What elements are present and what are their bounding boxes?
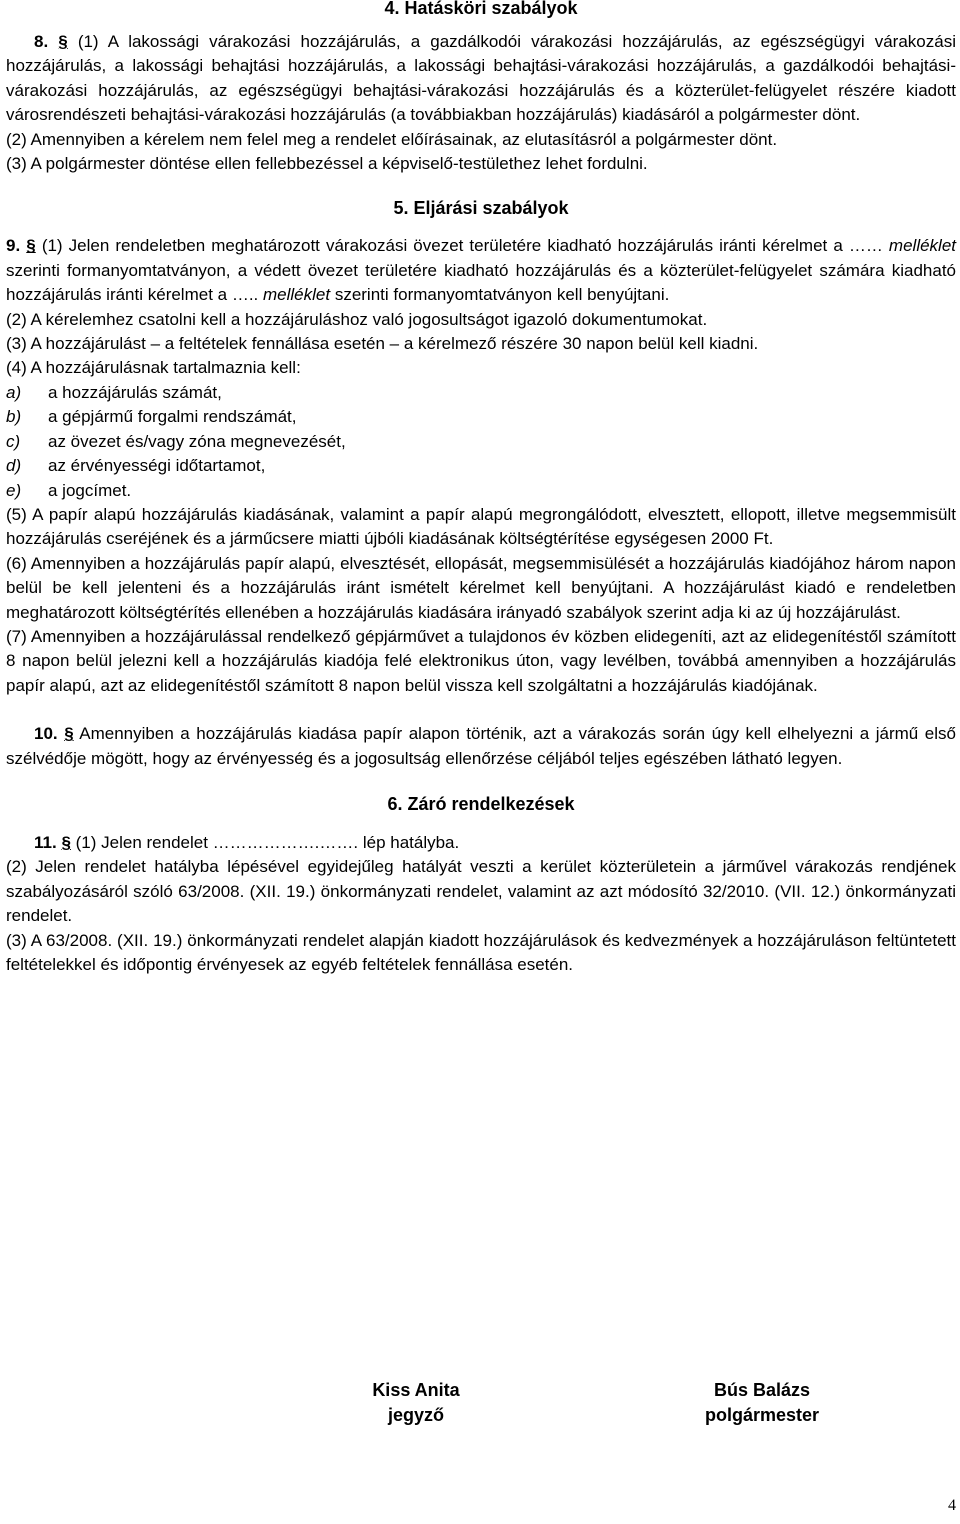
section-9: [6, 234, 956, 698]
list-item-letter: d): [6, 456, 22, 476]
section-9-para-5: (5) A papír alapú hozzájárulás kiadásának, valamint a papír alapú megrongálódott, elvesztett, ellopott, illetve megsemmisült hozzájárulás cseréjének és a járműcsere miatti újbóli kiadásának költségtérítése egységesen 2000 Ft.: [6, 504, 956, 549]
signature-left: [336, 1378, 496, 1428]
section-8: [6, 30, 956, 176]
section-11-para-2: (2) Jelen rendelet hatályba lépésével egyidejűleg hatályát veszti a kerület közterületein a járművel várakozás rendjének szabályozásáról szóló 63/2008. (XII. 19.) önkormányzati rendelet, valamint az azt módosító 32/2010. (VII. 12.) önkormányzati rendelet.: [6, 857, 956, 926]
list-item-text: az érvényességi időtartamot,: [48, 456, 266, 476]
section-9-para-1: [6, 234, 956, 307]
list-item: [6, 405, 956, 429]
signature-right-name: Bús Balázs: [713, 1380, 811, 1400]
section-11-symbol: §: [61, 832, 71, 852]
section-10-symbol: §: [64, 724, 74, 744]
signature-left-title: jegyző: [387, 1405, 444, 1425]
section-9-text-1c: szerinti formanyomtatványon, a védett övezet területére kiadható hozzájárulás és a közterület-felügyelet számára kiadható hozzájárulás iránti kérelmet a …..: [6, 260, 956, 305]
section-9-list: [6, 381, 956, 503]
heading-hataskori: 4. Hatásköri szabályok: [384, 0, 578, 18]
section-8-para-1: [6, 30, 956, 128]
list-item: [6, 454, 956, 478]
heading-zaro: 6. Záró rendelkezések: [387, 793, 575, 814]
signature-left-name: Kiss Anita: [372, 1380, 460, 1400]
section-9-symbol: §: [26, 236, 36, 256]
section-9-para-3: (3) A hozzájárulást – a feltételek fennállása esetén – a kérelmező részére 30 napon belül kell kiadni.: [6, 334, 759, 354]
list-item: [6, 430, 956, 454]
section-9-para-4: (4) A hozzájárulásnak tartalmaznia kell:: [6, 358, 301, 378]
section-11-para-3: (3) A 63/2008. (XII. 19.) önkormányzati rendelet alapján kiadott hozzájárulások és kedvezmények a hozzájáruláson feltüntetett feltételekkel és időpontig érvényesek az egyéb feltételek fennállása esetén.: [6, 930, 956, 974]
section-9-text-1e: szerinti formanyomtatványon kell benyújtani.: [330, 285, 670, 305]
section-8-para-2: (2) Amennyiben a kérelem nem felel meg a rendelet előírásainak, az elutasításról a polgármester dönt.: [6, 129, 778, 149]
list-item-letter: a): [6, 382, 22, 402]
section-9-para-2: (2) A kérelemhez csatolni kell a hozzájáruláshoz való jogosultságot igazoló dokumentumokat.: [6, 309, 708, 329]
section-10-number: 10.: [34, 724, 58, 744]
section-8-text-1: (1) A lakossági várakozási hozzájárulás, a gazdálkodói várakozási hozzájárulás, az egészségügyi várakozási hozzájárulás, a lakossági behajtási hozzájárulás, a lakossági behajtási-várakozási hozzájárulás, a gazdálkodói behajtási-várakozási hozzájárulás, az egészségügyi behajtási-várakozási hozzájárulás és a közterület-felügyelet részére kiadott városrendészeti behajtási-várakozási hozzájárulás (a továbbiakban hozzájárulás) kiadásáról a polgármester dönt.: [6, 32, 956, 125]
section-11-para-1: [6, 831, 956, 855]
section-8-symbol: §: [58, 32, 68, 51]
section-10-para: [6, 722, 956, 771]
section-11-number: 11.: [34, 832, 57, 852]
section-10: [6, 722, 956, 771]
signature-right: [672, 1378, 852, 1428]
list-item-text: a jogcímet.: [48, 480, 132, 500]
list-item: [6, 381, 956, 405]
list-item-text: az övezet és/vagy zóna megnevezését,: [48, 431, 346, 451]
list-item-text: a gépjármű forgalmi rendszámát,: [48, 407, 297, 427]
list-item-letter: b): [6, 407, 22, 427]
section-8-number: 8.: [34, 32, 49, 51]
section-9-para-7: (7) Amennyiben a hozzájárulással rendelkező gépjárművet a tulajdonos év közben elidegeníti, azt az elidegenítéstől számított 8 napon belül jelezni kell a hozzájárulás kiadója felé elektronikus úton, vagy levélben, továbbá amennyiben a hozzájárulás papír alapú, azt az elidegenítéstől számított 8 napon belül vissza kell szolgáltatni a hozzájárulás kiadójának.: [6, 626, 956, 695]
section-11: [6, 831, 956, 977]
page-number: 4: [948, 1497, 956, 1514]
heading-eljarasi: 5. Eljárási szabályok: [393, 198, 569, 219]
section-9-text-1a: (1) Jelen rendeletben meghatározott várakozási övezet területére kiadható hozzájárulás iránti kérelmet a ……: [41, 236, 889, 256]
section-9-number: 9.: [6, 236, 21, 256]
list-item-letter: c): [6, 431, 21, 451]
section-8-para-3: (3) A polgármester döntése ellen fellebbezéssel a képviselő-testülethez lehet fordulni.: [6, 154, 648, 174]
section-9-text-1b: melléklet: [888, 236, 957, 256]
list-item-text: a hozzájárulás számát,: [48, 382, 222, 402]
section-10-text: Amennyiben a hozzájárulás kiadása papír alapon történik, azt a várakozás során úgy kell elhelyezni a jármű első szélvédője mögött, hogy az érvényesség és a jogosultság ellenőrzése céljából teljes egészében látható legyen.: [6, 724, 956, 768]
list-item-letter: e): [6, 480, 22, 500]
list-item: [6, 479, 956, 503]
section-11-text-1: (1) Jelen rendelet ……………….……. lép hatályba.: [75, 832, 460, 852]
signature-right-title: polgármester: [704, 1405, 820, 1425]
document-page: [6, 0, 956, 977]
section-9-para-6: (6) Amennyiben a hozzájárulás papír alapú, elvesztését, ellopását, megsemmisülését a hozzájárulás kiadójához három napon belül be kell jelenteni és a hozzájárulás iránt ismételt kérelmet kell benyújtani. A hozzájárulást kiadó e rendeletben meghatározott költségtérítés ellenében a hozzájárulás kiadására irányadó szabályok szerint adja ki az új hozzájárulást.: [6, 553, 956, 622]
section-9-text-1d: melléklet: [263, 285, 331, 305]
